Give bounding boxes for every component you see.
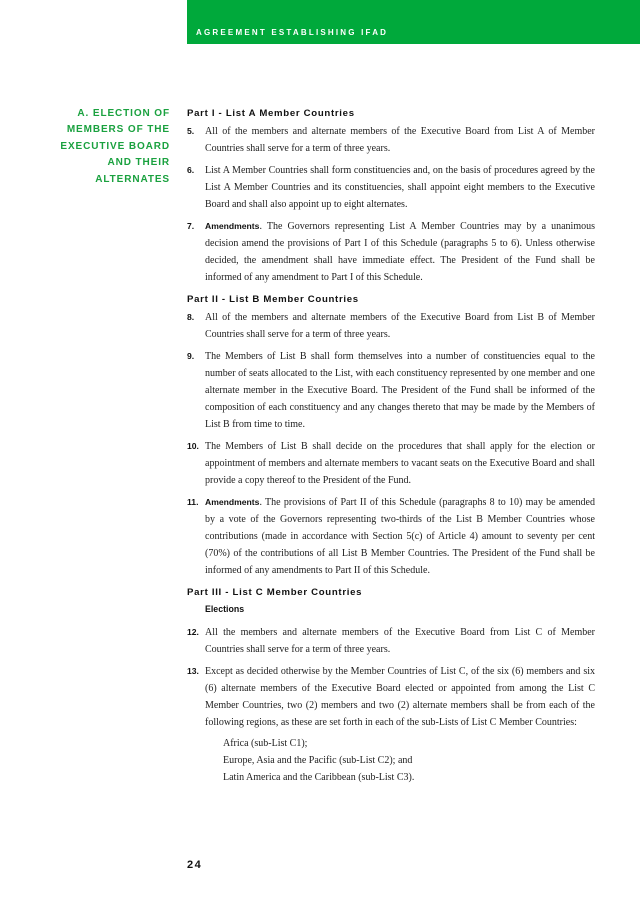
paragraph-6 [187, 162, 595, 213]
paragraph-text: All the members and alternate members of the Executive Board from List C of Member Countries shall serve for a term of three years. [205, 627, 595, 655]
paragraph-9 [187, 348, 595, 433]
paragraph-text: All of the members and alternate members of the Executive Board from List A of Member Countries shall serve for a term of three years. [205, 126, 595, 154]
paragraph-text: All of the members and alternate members of the Executive Board from List B of Member Countries shall serve for a term of three years. [205, 312, 595, 340]
paragraph-lead: Amendments [205, 497, 260, 507]
paragraph-number: 7. [187, 221, 195, 231]
elections-subheading: Elections [205, 604, 245, 614]
side-heading-line: MEMBERS OF THE [66, 124, 170, 136]
paragraph-7 [187, 218, 595, 286]
paragraph-number: 8. [187, 312, 195, 322]
paragraph-12 [187, 624, 595, 658]
paragraph-number: 10. [187, 441, 199, 451]
paragraph-number: 9. [187, 351, 195, 361]
side-heading-line: AND THEIR [107, 157, 170, 169]
paragraph-8 [187, 309, 595, 343]
part-2-heading: Part II - List B Member Countries [187, 294, 359, 305]
paragraph-number: 12. [187, 627, 199, 637]
part-3-heading: Part III - List C Member Countries [187, 587, 363, 598]
region-item: Africa (sub-List C1); [223, 738, 308, 749]
paragraph-text: Except as decided otherwise by the Member Countries of List C, of the six (6) members and six (6) alternate members of the Executive Board elected or appointed from among the List C Member Countries, two (2) members and two (2) alternate members shall be from each of the following regions, as these are set forth in each of the sub-Lists of List C Member Countries: [205, 666, 595, 728]
paragraph-text: . The Governors representing List A Member Countries may by a unanimous decision amend the provisions of Part I of this Schedule (paragraphs 5 to 6). Unless otherwise decided, the amendment shall have immediate effect. The President of the Fund shall be informed of any amendment to Part I of this Schedule. [205, 221, 595, 283]
paragraph-10 [187, 438, 595, 489]
region-item: Europe, Asia and the Pacific (sub-List C2); and [223, 755, 413, 766]
region-item: Latin America and the Caribbean (sub-List C3). [223, 772, 415, 783]
main-content [187, 105, 595, 786]
side-heading-line: A. ELECTION OF [77, 108, 170, 119]
part-1-heading: Part I - List A Member Countries [187, 108, 355, 119]
side-heading-line: EXECUTIVE BOARD [60, 140, 170, 152]
paragraph-number: 5. [187, 126, 195, 136]
header-band [187, 0, 640, 44]
paragraph-text: List A Member Countries shall form constituencies and, on the basis of procedures agreed by the List A Member Countries and its constituencies, shall appoint eight members to the Executive Board and shall also appoint up to eight alternates. [205, 165, 595, 210]
section-side-heading [40, 106, 170, 188]
paragraph-number: 6. [187, 165, 195, 175]
paragraph-5 [187, 123, 595, 157]
paragraph-text: The Members of List B shall decide on the procedures that shall apply for the election or appointment of members and alternate members to vacant seats on the Executive Board and shall provide a copy thereof to the President of the Fund. [205, 441, 595, 486]
paragraph-text: . The provisions of Part II of this Schedule (paragraphs 8 to 10) may be amended by a vote of the Governors representing two-thirds of the List B Member Countries whose contributions (made in accordance with Section 5(c) of Article 4) amount to seventy per cent (70%) of the contributions of all List B Member Countries. The President of the Fund shall be informed of any amendments to Part II of this Schedule. [205, 497, 595, 576]
page-number: 24 [187, 859, 203, 871]
paragraph-13 [187, 663, 595, 731]
region-list [187, 735, 595, 786]
paragraph-number: 11. [187, 497, 199, 507]
side-heading-line: ALTERNATES [95, 173, 170, 185]
paragraph-lead: Amendments [205, 221, 260, 231]
paragraph-11 [187, 494, 595, 579]
paragraph-number: 13. [187, 666, 199, 676]
running-header-title: AGREEMENT ESTABLISHING IFAD [196, 28, 389, 37]
paragraph-text: The Members of List B shall form themselves into a number of constituencies equal to the number of seats allocated to the List, with each constituency represented by one member and one alternate member in the Executive Board. The President of the Fund shall be informed of the composition of each constituency and any changes thereto that may be made by the Members of List B from time to time. [205, 351, 595, 430]
